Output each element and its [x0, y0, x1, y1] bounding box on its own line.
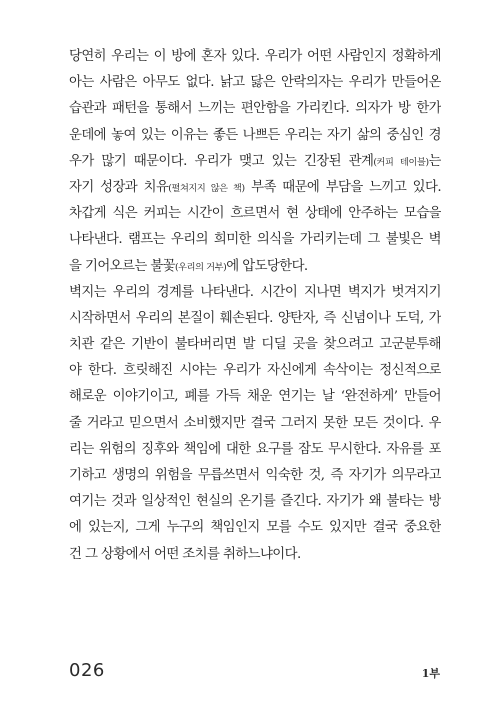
text-line	[69, 542, 441, 568]
text-line	[69, 254, 441, 280]
text-line	[69, 384, 441, 410]
text-line-annotation: (우리의 거부)	[175, 261, 227, 273]
page-number: 026	[69, 660, 105, 681]
text-line	[69, 411, 441, 437]
text-line	[69, 149, 441, 175]
text-line	[69, 463, 441, 489]
text-line-main: 여기는 것과 일상적인 현실의 온기를 즐긴다. 자기가 왜 불타는 방	[69, 494, 441, 510]
body-text	[69, 44, 441, 568]
text-line-main: 나타낸다. 램프는 우리의 희미한 의식을 가리키는데 그 불빛은 벽	[69, 232, 441, 248]
text-line-continuation: 는	[428, 153, 441, 169]
text-line-main: 해로운 이야기이고, 폐를 가득 채운 연기는 날 ‘완전하게’ 만들어	[69, 389, 441, 405]
page-footer	[0, 660, 500, 684]
text-line-main: 에 있는지, 그게 누구의 책임인지 모를 수도 있지만 결국 중요한	[69, 520, 441, 536]
text-line-main: 자기 성장과 치유	[69, 179, 169, 195]
text-line	[69, 70, 441, 96]
text-line-main: 을 기어오르는 불꽃	[69, 258, 175, 274]
text-line	[69, 175, 441, 201]
text-line	[69, 489, 441, 515]
text-line	[69, 515, 441, 541]
text-line	[69, 280, 441, 306]
text-line-annotation: (커피 테이블)	[373, 156, 429, 168]
text-line-main: 줄 거라고 믿으면서 소비했지만 결국 그러지 못한 모든 것이다. 우	[69, 415, 441, 431]
text-line-main: 운데에 놓여 있는 이유는 좋든 나쁘든 우리는 자기 삶의 중심인 경	[69, 127, 441, 143]
text-line-main: 차갑게 식은 커피는 시간이 흐르면서 현 상태에 안주하는 모습을	[69, 206, 441, 222]
text-line-main: 기하고 생명의 위험을 무릅쓰면서 익숙한 것, 즉 자기가 의무라고	[69, 468, 441, 483]
text-line-main: 당연히 우리는 이 방에 혼자 있다. 우리가 어떤 사람인지 정확하게	[69, 49, 441, 64]
text-line	[69, 123, 441, 149]
text-line	[69, 437, 441, 463]
text-line-main: 건 그 상황에서 어떤 조치를 취하느냐이다.	[69, 546, 301, 562]
text-line-main: 치관 같은 기반이 불타버리면 발 디딜 곳을 찾으려고 고군분투해	[69, 337, 441, 353]
text-line-main: 습관과 패턴을 통해서 느끼는 편안함을 가리킨다. 의자가 방 한가	[69, 101, 441, 117]
text-line-continuation: 부족 때문에 부담을 느끼고 있다.	[244, 179, 441, 195]
text-line	[69, 306, 441, 332]
text-line-main: 야 한다. 흐릿해진 시야는 우리가 자신에게 속삭이는 정신적으로	[69, 363, 441, 379]
text-line	[69, 96, 441, 122]
text-line-main: 우가 많기 때문이다. 우리가 맺고 있는 긴장된 관계	[69, 153, 374, 169]
text-line	[69, 227, 441, 253]
text-line	[69, 358, 441, 384]
text-line-continuation: 에 압도당한다.	[226, 258, 308, 274]
text-line	[69, 201, 441, 227]
text-line-main: 시작하면서 우리의 본질이 훼손된다. 양탄자, 즉 신념이나 도덕, 가	[69, 310, 441, 326]
text-line-main: 아는 사람은 아무도 없다. 낡고 닳은 안락의자는 우리가 만들어온	[69, 75, 441, 91]
text-line	[69, 44, 441, 70]
text-line	[69, 332, 441, 358]
text-line-main: 벽지는 우리의 경계를 나타낸다. 시간이 지나면 벽지가 벗겨지기	[69, 284, 441, 300]
section-label: 1부	[421, 667, 440, 680]
text-line-main: 리는 위험의 징후와 책임에 대한 요구를 잠도 무시한다. 자유를 포	[69, 441, 441, 457]
text-line-annotation: (펼쳐지지 않은 책)	[168, 182, 245, 194]
